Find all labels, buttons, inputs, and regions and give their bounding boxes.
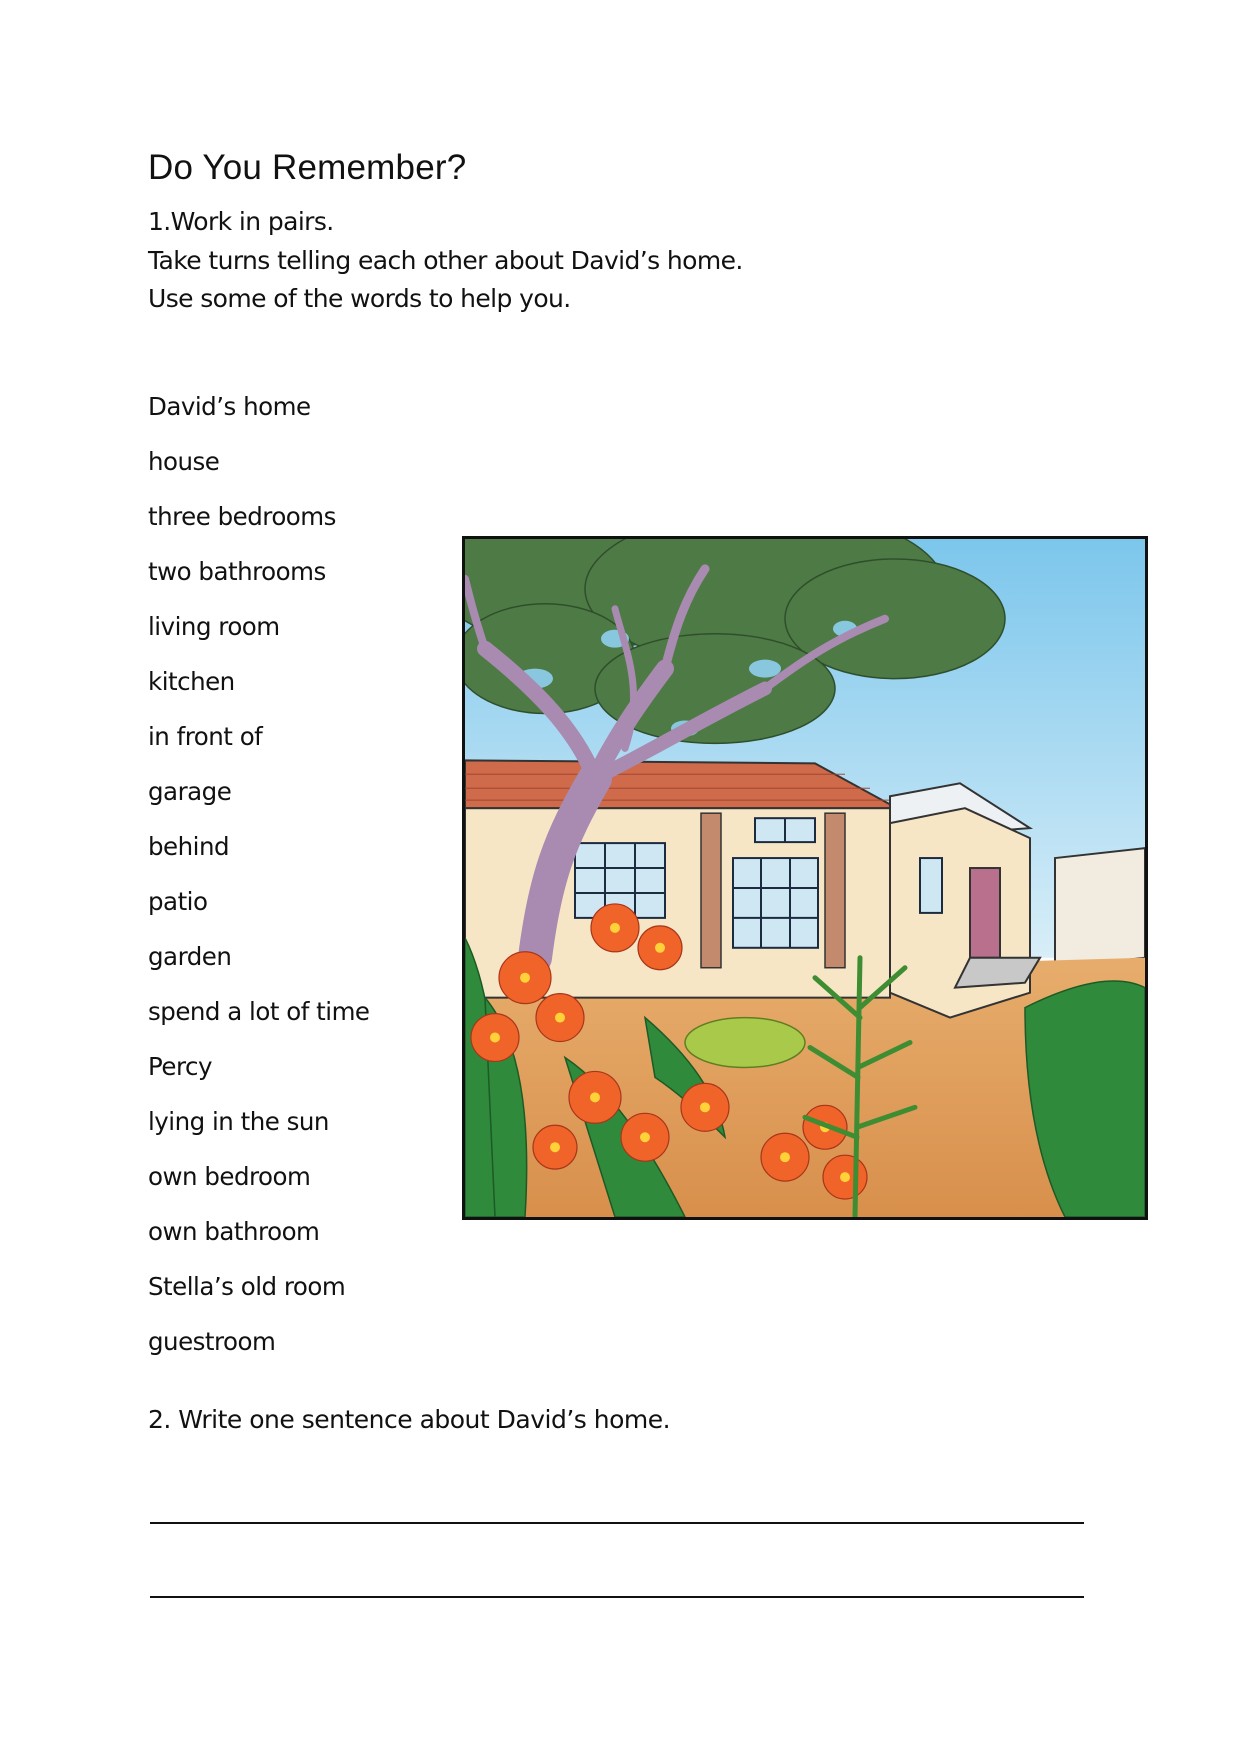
window-center: [733, 858, 818, 948]
word-bank-item: spend a lot of time: [148, 997, 370, 1026]
house-illustration: [462, 536, 1148, 1220]
word-bank-item: house: [148, 447, 220, 476]
word-bank: [148, 390, 370, 1380]
window-top: [755, 818, 815, 842]
word-bank-item: in front of: [148, 722, 263, 751]
house-garden-drawing: [465, 539, 1145, 1217]
word-bank-item: Percy: [148, 1052, 212, 1081]
word-bank-item: patio: [148, 887, 208, 916]
page-title: Do You Remember?: [148, 148, 467, 187]
side-window: [920, 858, 942, 913]
instruction-line-1: 1.Work in pairs.: [148, 207, 334, 236]
word-bank-item: three bedrooms: [148, 502, 336, 531]
word-bank-item: kitchen: [148, 667, 235, 696]
word-bank-item: own bathroom: [148, 1217, 320, 1246]
word-bank-item: guestroom: [148, 1327, 276, 1356]
word-bank-item: lying in the sun: [148, 1107, 329, 1136]
word-bank-item: own bedroom: [148, 1162, 311, 1191]
instruction-line-3: Use some of the words to help you.: [148, 284, 571, 313]
word-bank-item: living room: [148, 612, 280, 641]
word-bank-item: two bathrooms: [148, 557, 326, 586]
word-bank-item: Stella’s old room: [148, 1272, 346, 1301]
question-2: 2. Write one sentence about David’s home.: [148, 1405, 671, 1434]
stone-pillar-left: [701, 813, 721, 968]
word-bank-item: behind: [148, 832, 230, 861]
side-door: [970, 868, 1000, 958]
word-bank-item: David’s home: [148, 392, 311, 421]
word-bank-item: garden: [148, 942, 232, 971]
instruction-line-2: Take turns telling each other about David’s home.: [148, 245, 743, 275]
word-bank-item: garage: [148, 777, 232, 806]
boundary-wall: [1055, 848, 1145, 968]
shrub: [685, 1018, 805, 1068]
instructions: [148, 203, 743, 319]
answer-line[interactable]: [150, 1596, 1084, 1598]
answer-line[interactable]: [150, 1522, 1084, 1524]
stone-pillar-right: [825, 813, 845, 968]
